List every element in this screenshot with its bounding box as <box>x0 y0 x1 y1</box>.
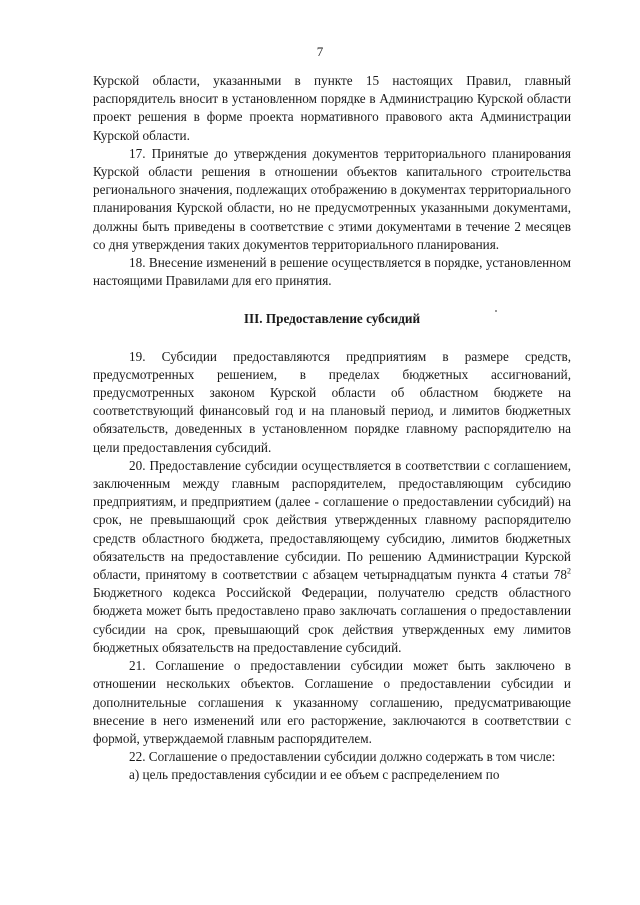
page-number: 7 <box>316 44 324 59</box>
paragraph-22: 22. Соглашение о предоставлении субсидии должно содержать в том числе: <box>129 749 556 765</box>
paragraph-20-part1: 20. Предоставление субсидии осуществляется в соответствии с соглашением, заключенным между главным распорядителем, предоставляющим субсидию предприятиям, и предприятием (далее - соглашение о предоставлении субсидий) на срок, не превышающий срок действия утвержденных главному распорядителю средств областного бюджета, предоставляющему субсидию, лимитов бюджетных обязательств на предоставление субсидии. По решению Администрации Курской области, принятому в соответствии с абзацем четырнадцатым пункта 4 статьи 78 <box>93 457 571 583</box>
scan-speck <box>495 310 497 312</box>
paragraph-20 <box>93 457 571 657</box>
article-78-superscript: 2 <box>567 566 571 576</box>
paragraph-21: 21. Соглашение о предоставлении субсидии может быть заключено в отношении нескольких объектов. Соглашение о предоставлении субсидии и дополнительные соглашения к указанному соглашению, предусматривающие внесение в него изменений или его расторжение, заключаются в соответствии с формой, утверждаемой главным распорядителем. <box>93 658 571 746</box>
paragraph-20-part2: Бюджетного кодекса Российской Федерации, получателю средств областного бюджета может быть предоставлено право заключать соглашения о предоставлении субсидии на срок, превышающий срок действия утвержденных ему лимитов бюджетных обязательств на предоставление субсидий. <box>93 585 571 655</box>
paragraph-22a: а) цель предоставления субсидии и ее объем с распределением по <box>129 767 500 783</box>
paragraph-continuation: Курской области, указанными в пункте 15 настоящих Правил, главный распорядитель вносит в установленном порядке в Администрацию Курской области проект решения в форме проекта нормативного правового акта Администрации Курской области. <box>93 73 571 143</box>
section-heading: III. Предоставление субсидий <box>243 311 421 327</box>
paragraph-19: 19. Субсидии предоставляются предприятиям в размере средств, предусмотренных решением, в пределах бюджетных ассигнований, предусмотренных законом Курской области об областном бюджете на соответствующий финансовый год и на плановый период, и лимитов бюджетных обязательств, доведенных в установленном порядке главному распорядителю на цели предоставления субсидий. <box>93 348 571 455</box>
paragraph-18: 18. Внесение изменений в решение осуществляется в порядке, установленном настоящими Правилами для его принятия. <box>93 255 571 289</box>
paragraph-17: 17. Принятые до утверждения документов территориального планирования Курской области решения в отношении объектов капитального строительства регионального значения, подлежащих отображению в документах территориального планирования Курской области, но не предусмотренных указанными документами, должны быть приведены в соответствие с этими документами в течение 2 месяцев со дня утверждения таких документов территориального планирования. <box>93 145 571 252</box>
document-body <box>93 72 571 785</box>
